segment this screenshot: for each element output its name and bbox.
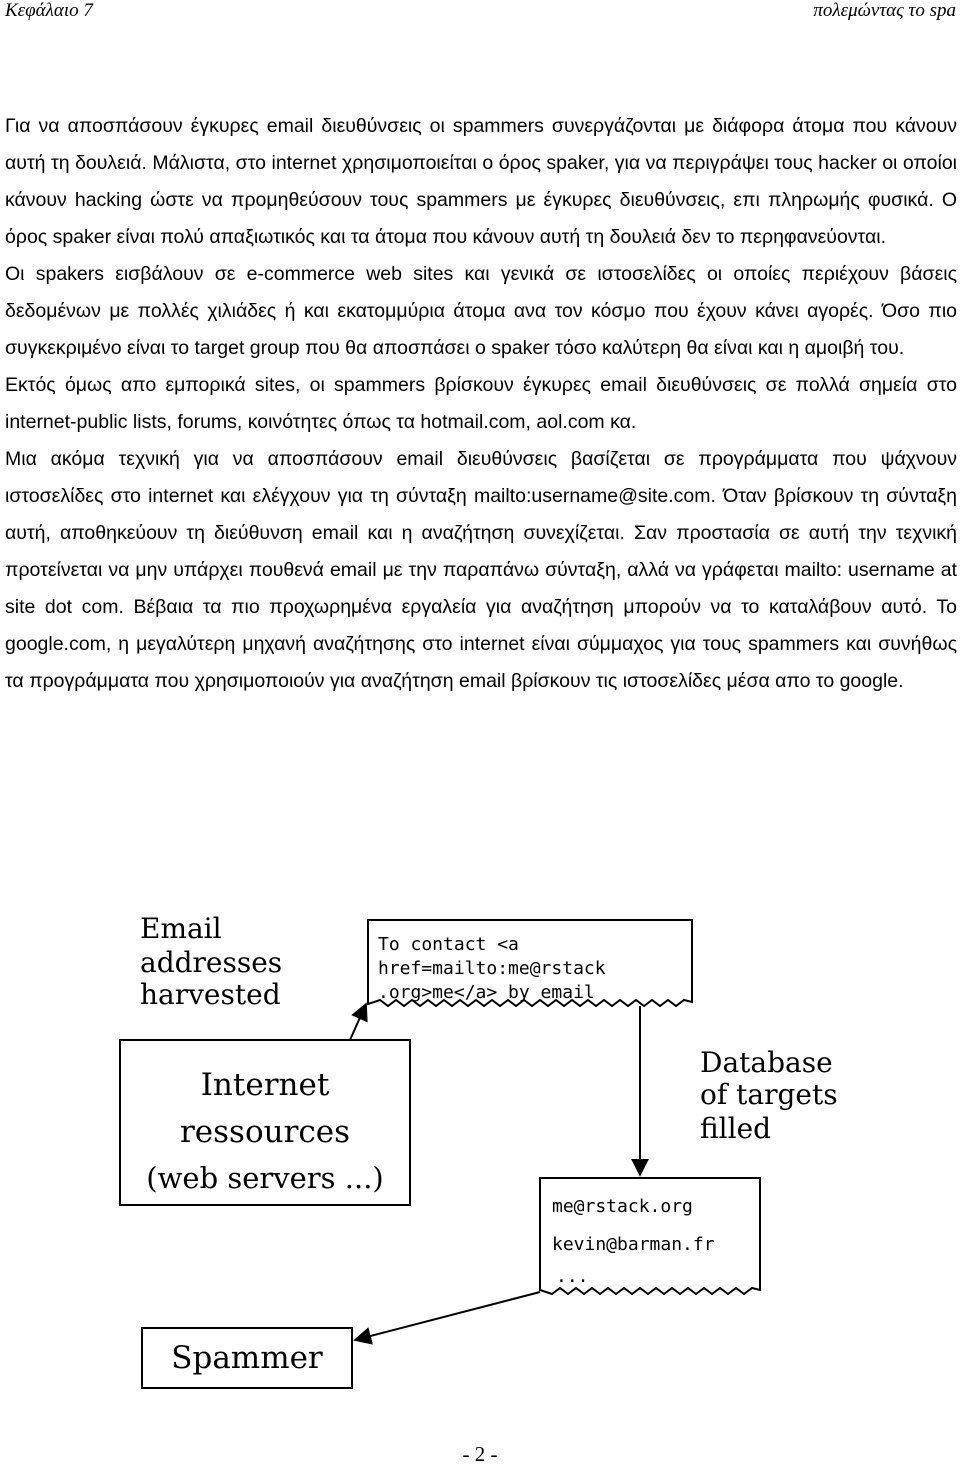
harvest-label-line-3: harvested [140, 978, 281, 1011]
database-label-line-2: of targets [700, 1078, 838, 1111]
harvest-label-line-2: addresses [140, 946, 283, 979]
internet-label-line-2: ressources [179, 1114, 351, 1150]
arrow-internet-to-note [350, 1004, 366, 1040]
internet-label-line-3: (web servers ...) [146, 1161, 384, 1195]
database-label-line-1: Database [700, 1046, 833, 1079]
diagram-canvas [100, 890, 838, 1420]
body-text [5, 108, 957, 700]
paragraph-2: Οι spakers εισβάλουν σε e-commerce web sites και γενικά σε ιστοσελίδες οι οποίες περιέχουν βάσεις δεδομένων με πολλές χιλιάδες ή και εκατομμύρια άτομα ανα τον κόσμο που έχουν κάνει αγορές. Όσο πιο συγκεκριμένο είναι το target group που θα αποσπάσει ο spaker τόσο καλύτερη θα είναι και η αμοιβή του. [5, 263, 957, 359]
db-entry-3: ... [556, 1266, 589, 1287]
note-line-2: href=mailto:me@rstack [378, 958, 606, 979]
db-entry-2: kevin@barman.fr [552, 1234, 715, 1255]
harvest-label-line-1: Email [140, 912, 222, 945]
paragraph-3: Εκτός όμως απο εμπορικά sites, οι spammers βρίσκουν έγκυρες email διευθύνσεις σε πολλά σημεία στο internet-public lists, forums, κοινότητες όπως τα hotmail.com, aol.com κα. [5, 374, 957, 433]
harvesting-diagram [100, 890, 838, 1420]
db-entry-1: me@rstack.org [552, 1196, 693, 1217]
page-number: - 2 - [462, 1442, 498, 1466]
chapter-header: Κεφάλαιο 7 [5, 0, 93, 21]
database-label-line-3: filled [700, 1112, 772, 1145]
arrow-database-to-spammer [355, 1292, 540, 1340]
note-line-3: .org>me</a> by email [378, 982, 595, 1003]
running-title: πολεμώντας το spa [813, 0, 956, 21]
paragraph-4: Μια ακόμα τεχνική για να αποσπάσουν email διευθύνσεις βασίζεται σε προγράμματα που ψάχνουν ιστοσελίδες στο internet και ελέγχουν για τη σύνταξη mailto:username@site.com. Όταν βρίσκουν τη σύνταξη αυτή, αποθηκεύουν τη διεύθυνση email και η αναζήτηση συνεχίζεται. Σαν προστασία σε αυτή την τεχνική προτείνεται να μην υπάρχει πουθενά email με την παραπάνω σύνταξη, αλλά να γράφεται mailto: username at site dot com. Βέβαια τα πιο προχωρημένα εργαλεία για αναζήτηση μπορούν να το καταλάβουν αυτό. Το google.com, η μεγαλύτερη μηχανή αναζήτησης στο internet είναι σύμμαχος για τους spammers και συνήθως τα προγράμματα που χρησιμοποιούν για αναζήτηση email βρίσκουν τις ιστοσελίδες μέσα απο το google. [5, 448, 957, 692]
spammer-label: Spammer [171, 1340, 323, 1376]
paragraph-1: Για να αποσπάσουν έγκυρες email διευθύνσεις οι spammers συνεργάζονται με διάφορα άτομα που κάνουν αυτή τη δουλειά. Μάλιστα, στο internet χρησιμοποιείται ο όρος spaker, για να περιγράψει τους hacker οι οποίοι κάνουν hacking ώστε να προμηθεύσουν τους spammers με έγκυρες διευθύνσεις, επι πληρωμής φυσικά. Ο όρος spaker είναι πολύ απαξιωτικός και τα άτομα που κάνουν αυτή τη δουλειά δεν το περηφανεύονται. [5, 115, 957, 248]
note-line-1: To contact <a [378, 934, 519, 955]
internet-label-line-1: Internet [200, 1067, 330, 1103]
